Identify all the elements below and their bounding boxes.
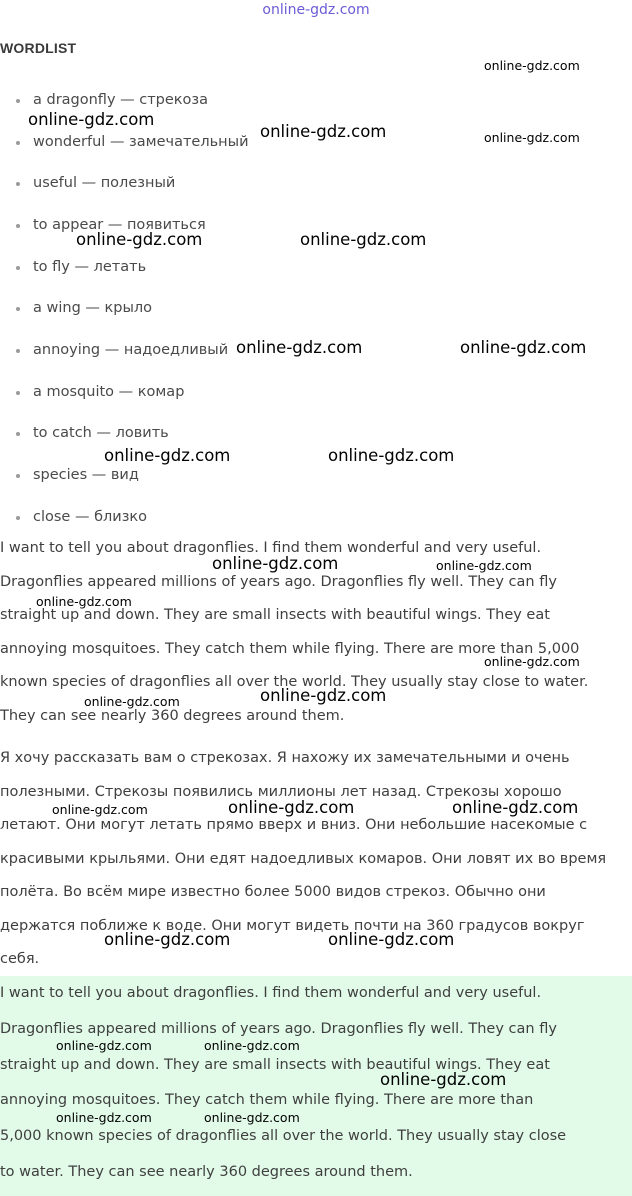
- list-item-text: wonderful — замечательный: [33, 134, 249, 150]
- bullet-icon: [16, 224, 20, 228]
- text-line: known species of dragonflies all over the world. They usually stay close to water.: [0, 674, 589, 690]
- watermark: online-gdz.com: [104, 446, 231, 465]
- list-item-text: a dragonfly — стрекоза: [33, 92, 209, 108]
- text-line: to water. They can see nearly 360 degrees around them.: [0, 1163, 413, 1180]
- watermark: online-gdz.com: [52, 802, 148, 817]
- text-line: annoying mosquitoes. They catch them while flying. There are more than 5,000: [0, 640, 580, 657]
- text-line: They can see nearly 360 degrees around them.: [0, 707, 345, 724]
- list-item-text: close — близко: [33, 509, 148, 525]
- text-line: себя.: [0, 951, 40, 967]
- watermark: online-gdz.com: [484, 130, 580, 145]
- watermark: online-gdz.com: [228, 798, 355, 817]
- watermark: online-gdz.com: [484, 58, 580, 73]
- text-line: красивыми крыльями. Они едят надоедливых комаров. Они ловят их во время: [0, 850, 607, 867]
- watermark: online-gdz.com: [84, 694, 180, 709]
- watermark: online-gdz.com: [452, 798, 579, 817]
- bullet-icon: [16, 307, 20, 311]
- watermark: online-gdz.com: [380, 1070, 507, 1089]
- list-item-text: a wing — крыло: [33, 300, 153, 316]
- bullet-icon: [16, 432, 20, 436]
- watermark: online-gdz.com: [260, 122, 387, 141]
- watermark: online-gdz.com: [236, 338, 363, 357]
- bullet-icon: [16, 182, 20, 186]
- list-item-text: to catch — ловить: [33, 425, 169, 441]
- text-line: I want to tell you about dragonflies. I find them wonderful and very useful.: [0, 985, 542, 1001]
- text-line: Dragonflies appeared millions of years ago. Dragonflies fly well. They can fly: [0, 1020, 557, 1037]
- watermark: online-gdz.com: [204, 1110, 300, 1125]
- text-line: annoying mosquitoes. They catch them while flying. There are more than: [0, 1092, 534, 1109]
- bullet-icon: [16, 266, 20, 270]
- wordlist-heading: WORDLIST: [0, 40, 77, 56]
- bullet-icon: [16, 141, 20, 145]
- bullet-icon: [16, 349, 20, 353]
- answer-block: [0, 976, 632, 1196]
- list-item-text: annoying — надоедливый: [33, 342, 229, 358]
- text-line: straight up and down. They are small insects with beautiful wings. They eat: [0, 1056, 550, 1073]
- bullet-icon: [16, 99, 20, 103]
- watermark: online-gdz.com: [212, 554, 339, 573]
- text-line: straight up and down. They are small insects with beautiful wings. They eat: [0, 607, 550, 623]
- watermark: online-gdz.com: [56, 1038, 152, 1053]
- text-line: полёта. Во всём мире известно более 5000 видов стрекоз. Обычно они: [0, 884, 546, 900]
- bullet-icon: [16, 391, 20, 395]
- text-line: держатся поближе к воде. Они могут видеть почти на 360 градусов вокруг: [0, 917, 585, 934]
- watermark: online-gdz.com: [328, 446, 455, 465]
- watermark: online-gdz.com: [76, 230, 203, 249]
- list-item-text: a mosquito — комар: [33, 384, 185, 400]
- list-item-text: to appear — появиться: [33, 217, 206, 233]
- list-item-text: to fly — летать: [33, 259, 147, 275]
- text-line: Dragonflies appeared millions of years ago. Dragonflies fly well. They can fly: [0, 573, 557, 590]
- watermark: online-gdz.com: [104, 930, 231, 949]
- text-line: Я хочу рассказать вам о стрекозах. Я нахожу их замечательными и очень: [0, 750, 570, 766]
- watermark: online-gdz.com: [260, 686, 387, 705]
- list-item-text: useful — полезный: [33, 175, 176, 191]
- russian-paragraph: [0, 742, 632, 977]
- watermark: online-gdz.com: [328, 930, 455, 949]
- watermark: online-gdz.com: [36, 594, 132, 609]
- watermark: online-gdz.com: [28, 110, 155, 129]
- site-link[interactable]: online-gdz.com: [262, 2, 370, 18]
- text-line: I want to tell you about dragonflies. I find them wonderful and very useful.: [0, 540, 542, 556]
- watermark: online-gdz.com: [300, 230, 427, 249]
- list-item-text: species — вид: [33, 467, 139, 483]
- watermark: online-gdz.com: [484, 654, 580, 669]
- text-line: летают. Они могут летать прямо вверх и вниз. Они небольшие насекомые с: [0, 817, 588, 833]
- text-line: полезными. Стрекозы появились миллионы лет назад. Стрекозы хорошо: [0, 783, 562, 800]
- watermark: online-gdz.com: [436, 558, 532, 573]
- bullet-icon: [16, 474, 20, 478]
- watermark: online-gdz.com: [460, 338, 587, 357]
- bullet-icon: [16, 516, 20, 520]
- watermark: online-gdz.com: [204, 1038, 300, 1053]
- watermark: online-gdz.com: [56, 1110, 152, 1125]
- text-line: 5,000 known species of dragonflies all over the world. They usually stay close: [0, 1128, 567, 1145]
